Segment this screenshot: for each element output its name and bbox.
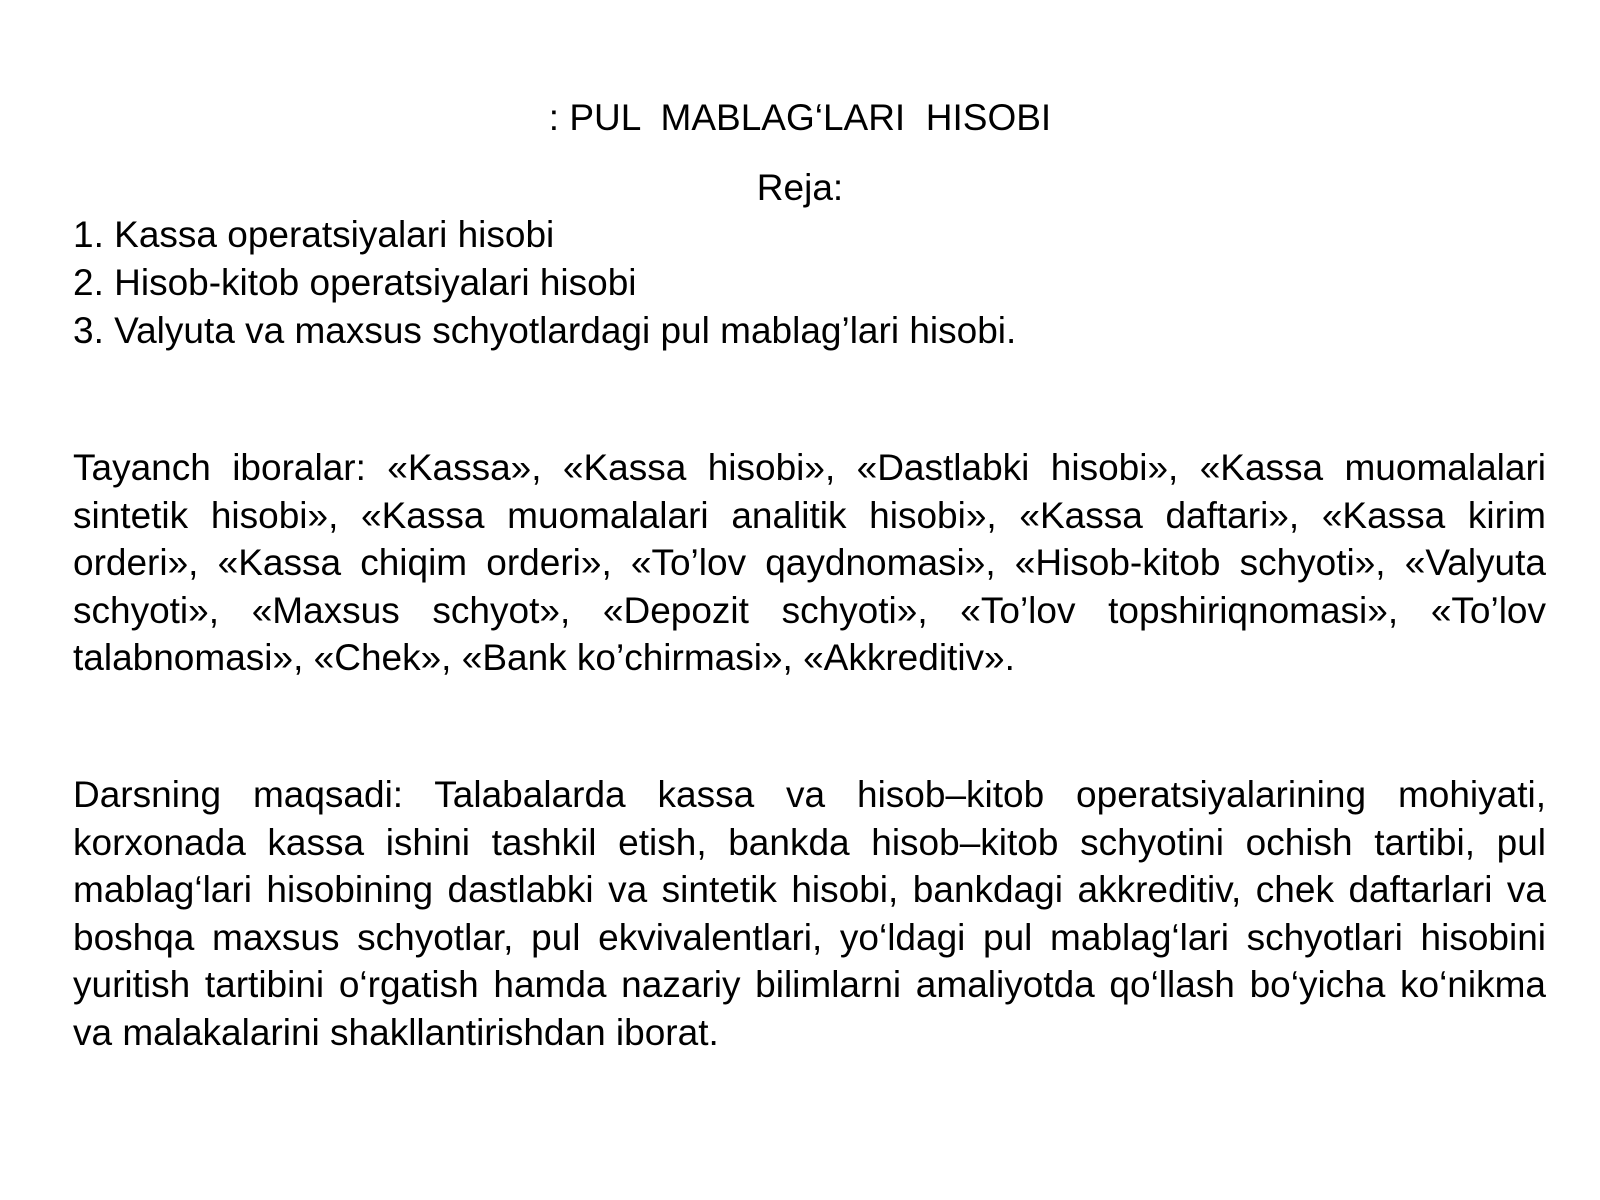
plan-item: 1. Kassa operatsiyalari hisobi	[73, 214, 555, 255]
lesson-goal-paragraph: Darsning maqsadi: Talabalarda kassa va hisob–kitob operatsiyalarining mohiyati, korxonada kassa ishini tashkil etish, bankda hisob–kitob schyotini ochish tartibi, pul mablag‘lari hisobining dastlabki va sintetik hisobi, bankdagi akkreditiv, chek daftarlari va boshqa maxsus schyotlar, pul ekvivalentlari, yo‘ldagi pul mablag‘lari schyotlari hisobini yuritish tartibini o‘rgatish hamda nazariy bilimlarni amaliyotda qo‘llash bo‘yicha ko‘nikma va malakalarini shakllantirishdan iborat.	[73, 774, 1546, 1053]
plan-list	[73, 211, 1533, 355]
plan-item: 3. Valyuta va maxsus schyotlardagi pul mablag’lari hisobi.	[73, 310, 1017, 351]
keywords-paragraph: Tayanch iboralar: «Kassa», «Kassa hisobi», «Dastlabki hisobi», «Kassa muomalalari sintetik hisobi», «Kassa muomalalari analitik hisobi», «Kassa daftari», «Kassa kirim orderi», «Kassa chiqim orderi», «To’lov qaydnomasi», «Hisob-kitob schyoti», «Valyuta schyoti», «Maxsus schyot», «Depozit schyoti», «To’lov topshiriqnomasi», «To’lov talabnomasi», «Chek», «Bank ko’chirmasi», «Akkreditiv».	[73, 447, 1546, 678]
plan-item: 2. Hisob-kitob operatsiyalari hisobi	[73, 262, 637, 303]
plan-heading: Reja:	[756, 167, 844, 208]
slide-title: : PUL MABLAG‘LARI HISOBI	[548, 97, 1052, 138]
